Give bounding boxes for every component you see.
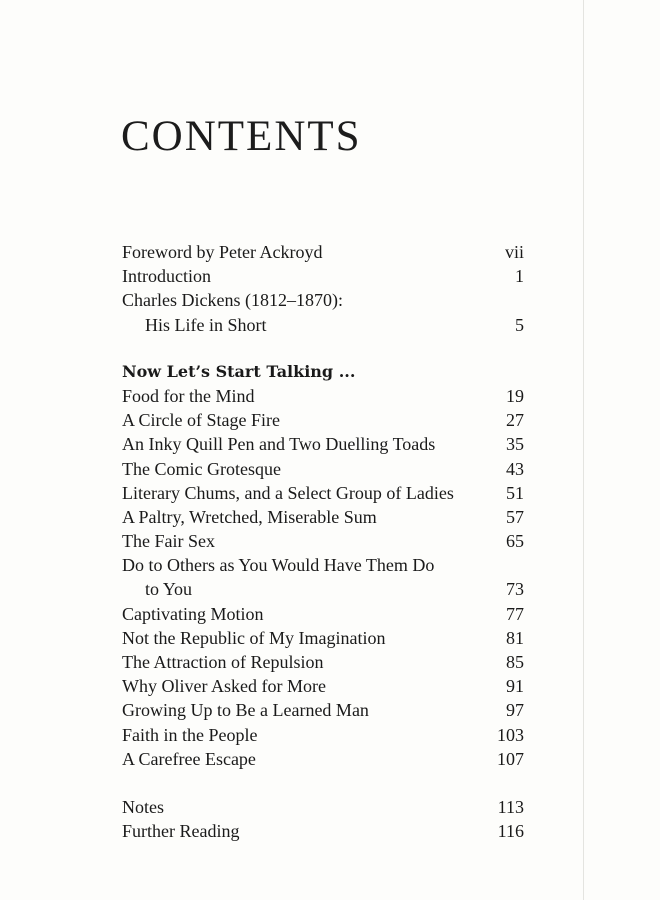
toc-entry-chapter <box>122 602 524 626</box>
toc-entry-title: The Comic Grotesque <box>122 458 281 479</box>
toc-entry-further-reading <box>122 819 524 843</box>
toc-entry-title: A Carefree Escape <box>122 748 256 769</box>
toc-entry-chapter <box>122 698 524 722</box>
toc-entry-chapter <box>122 432 524 456</box>
toc-entry-title: Further Reading <box>122 821 240 842</box>
toc-entry-page: 27 <box>506 410 524 431</box>
section-spacer <box>122 337 524 360</box>
toc-entry-title: An Inky Quill Pen and Two Duelling Toads <box>122 434 436 455</box>
toc-entry-foreword <box>122 240 524 264</box>
toc-entry-title: Not the Republic of My Imagination <box>122 627 386 648</box>
toc-entry-life-line1 <box>122 288 524 312</box>
toc-entry-chapter <box>122 457 524 481</box>
section-spacer <box>122 771 524 795</box>
toc-entry-chapter <box>122 723 524 747</box>
toc-entry-chapter <box>122 553 524 577</box>
toc-entry-chapter <box>122 674 524 698</box>
toc-entry-title: The Fair Sex <box>122 531 215 552</box>
toc-entry-chapter <box>122 505 524 529</box>
toc-entry-title: Literary Chums, and a Select Group of Ladies <box>122 482 454 503</box>
toc-entry-page: 81 <box>506 627 524 648</box>
toc-entry-title: The Attraction of Repulsion <box>122 652 324 672</box>
contents-heading: CONTENTS <box>121 113 362 160</box>
toc-entry-title: Foreword by Peter Ackroyd <box>122 242 323 262</box>
toc-entry-chapter-continued <box>122 577 524 601</box>
toc-entry-page: 51 <box>506 482 524 503</box>
toc-entry-chapter <box>122 384 524 408</box>
toc-entry-page: 85 <box>506 652 524 672</box>
toc-entry-chapter <box>122 747 524 771</box>
toc-entry-title: His Life in Short <box>145 314 267 335</box>
toc-entry-title: Do to Others as You Would Have Them Do <box>122 555 435 576</box>
toc-entry-chapter <box>122 481 524 505</box>
toc-entry-page: 57 <box>506 506 524 527</box>
toc-entry-page: 97 <box>506 700 524 721</box>
section-heading-text: Now Let’s Start Talking ... <box>122 361 356 381</box>
toc-entry-chapter <box>122 650 524 674</box>
toc-entry-chapter <box>122 529 524 553</box>
page-gutter-line <box>583 0 584 900</box>
toc-entry-title: Notes <box>122 796 164 817</box>
toc-entry-page: 73 <box>506 579 524 600</box>
toc-entry-page: 77 <box>506 603 524 624</box>
toc-section-heading <box>122 360 524 384</box>
toc-entry-title: Captivating Motion <box>122 603 264 624</box>
toc-entry-page: 1 <box>515 266 524 287</box>
toc-entry-page: 5 <box>515 314 524 335</box>
toc-entry-page: 113 <box>497 796 524 817</box>
toc-entry-title: A Circle of Stage Fire <box>122 410 280 431</box>
toc-entry-title: Faith in the People <box>122 724 258 745</box>
toc-entry-chapter <box>122 408 524 432</box>
toc-entry-chapter <box>122 626 524 650</box>
toc-entry-title: Why Oliver Asked for More <box>122 676 326 697</box>
toc-entry-page: 65 <box>506 531 524 552</box>
toc-entry-title: Charles Dickens (1812–1870): <box>122 290 343 311</box>
toc-entry-page: 19 <box>506 385 524 406</box>
table-of-contents <box>122 240 524 843</box>
toc-entry-life-line2 <box>122 313 524 337</box>
toc-entry-page: vii <box>504 242 524 262</box>
toc-entry-page: 91 <box>506 676 524 697</box>
toc-entry-title: Growing Up to Be a Learned Man <box>122 700 369 721</box>
toc-entry-title: Food for the Mind <box>122 385 255 406</box>
toc-entry-title: to You <box>145 579 193 600</box>
toc-entry-title: Introduction <box>122 266 211 287</box>
toc-entry-page: 116 <box>497 821 524 842</box>
toc-entry-page: 35 <box>506 434 524 455</box>
toc-entry-notes <box>122 795 524 819</box>
toc-entry-introduction <box>122 264 524 288</box>
toc-entry-title: A Paltry, Wretched, Miserable Sum <box>122 506 377 527</box>
toc-entry-page: 43 <box>506 458 524 479</box>
toc-entry-page: 103 <box>497 724 524 745</box>
toc-entry-page: 107 <box>497 748 524 769</box>
